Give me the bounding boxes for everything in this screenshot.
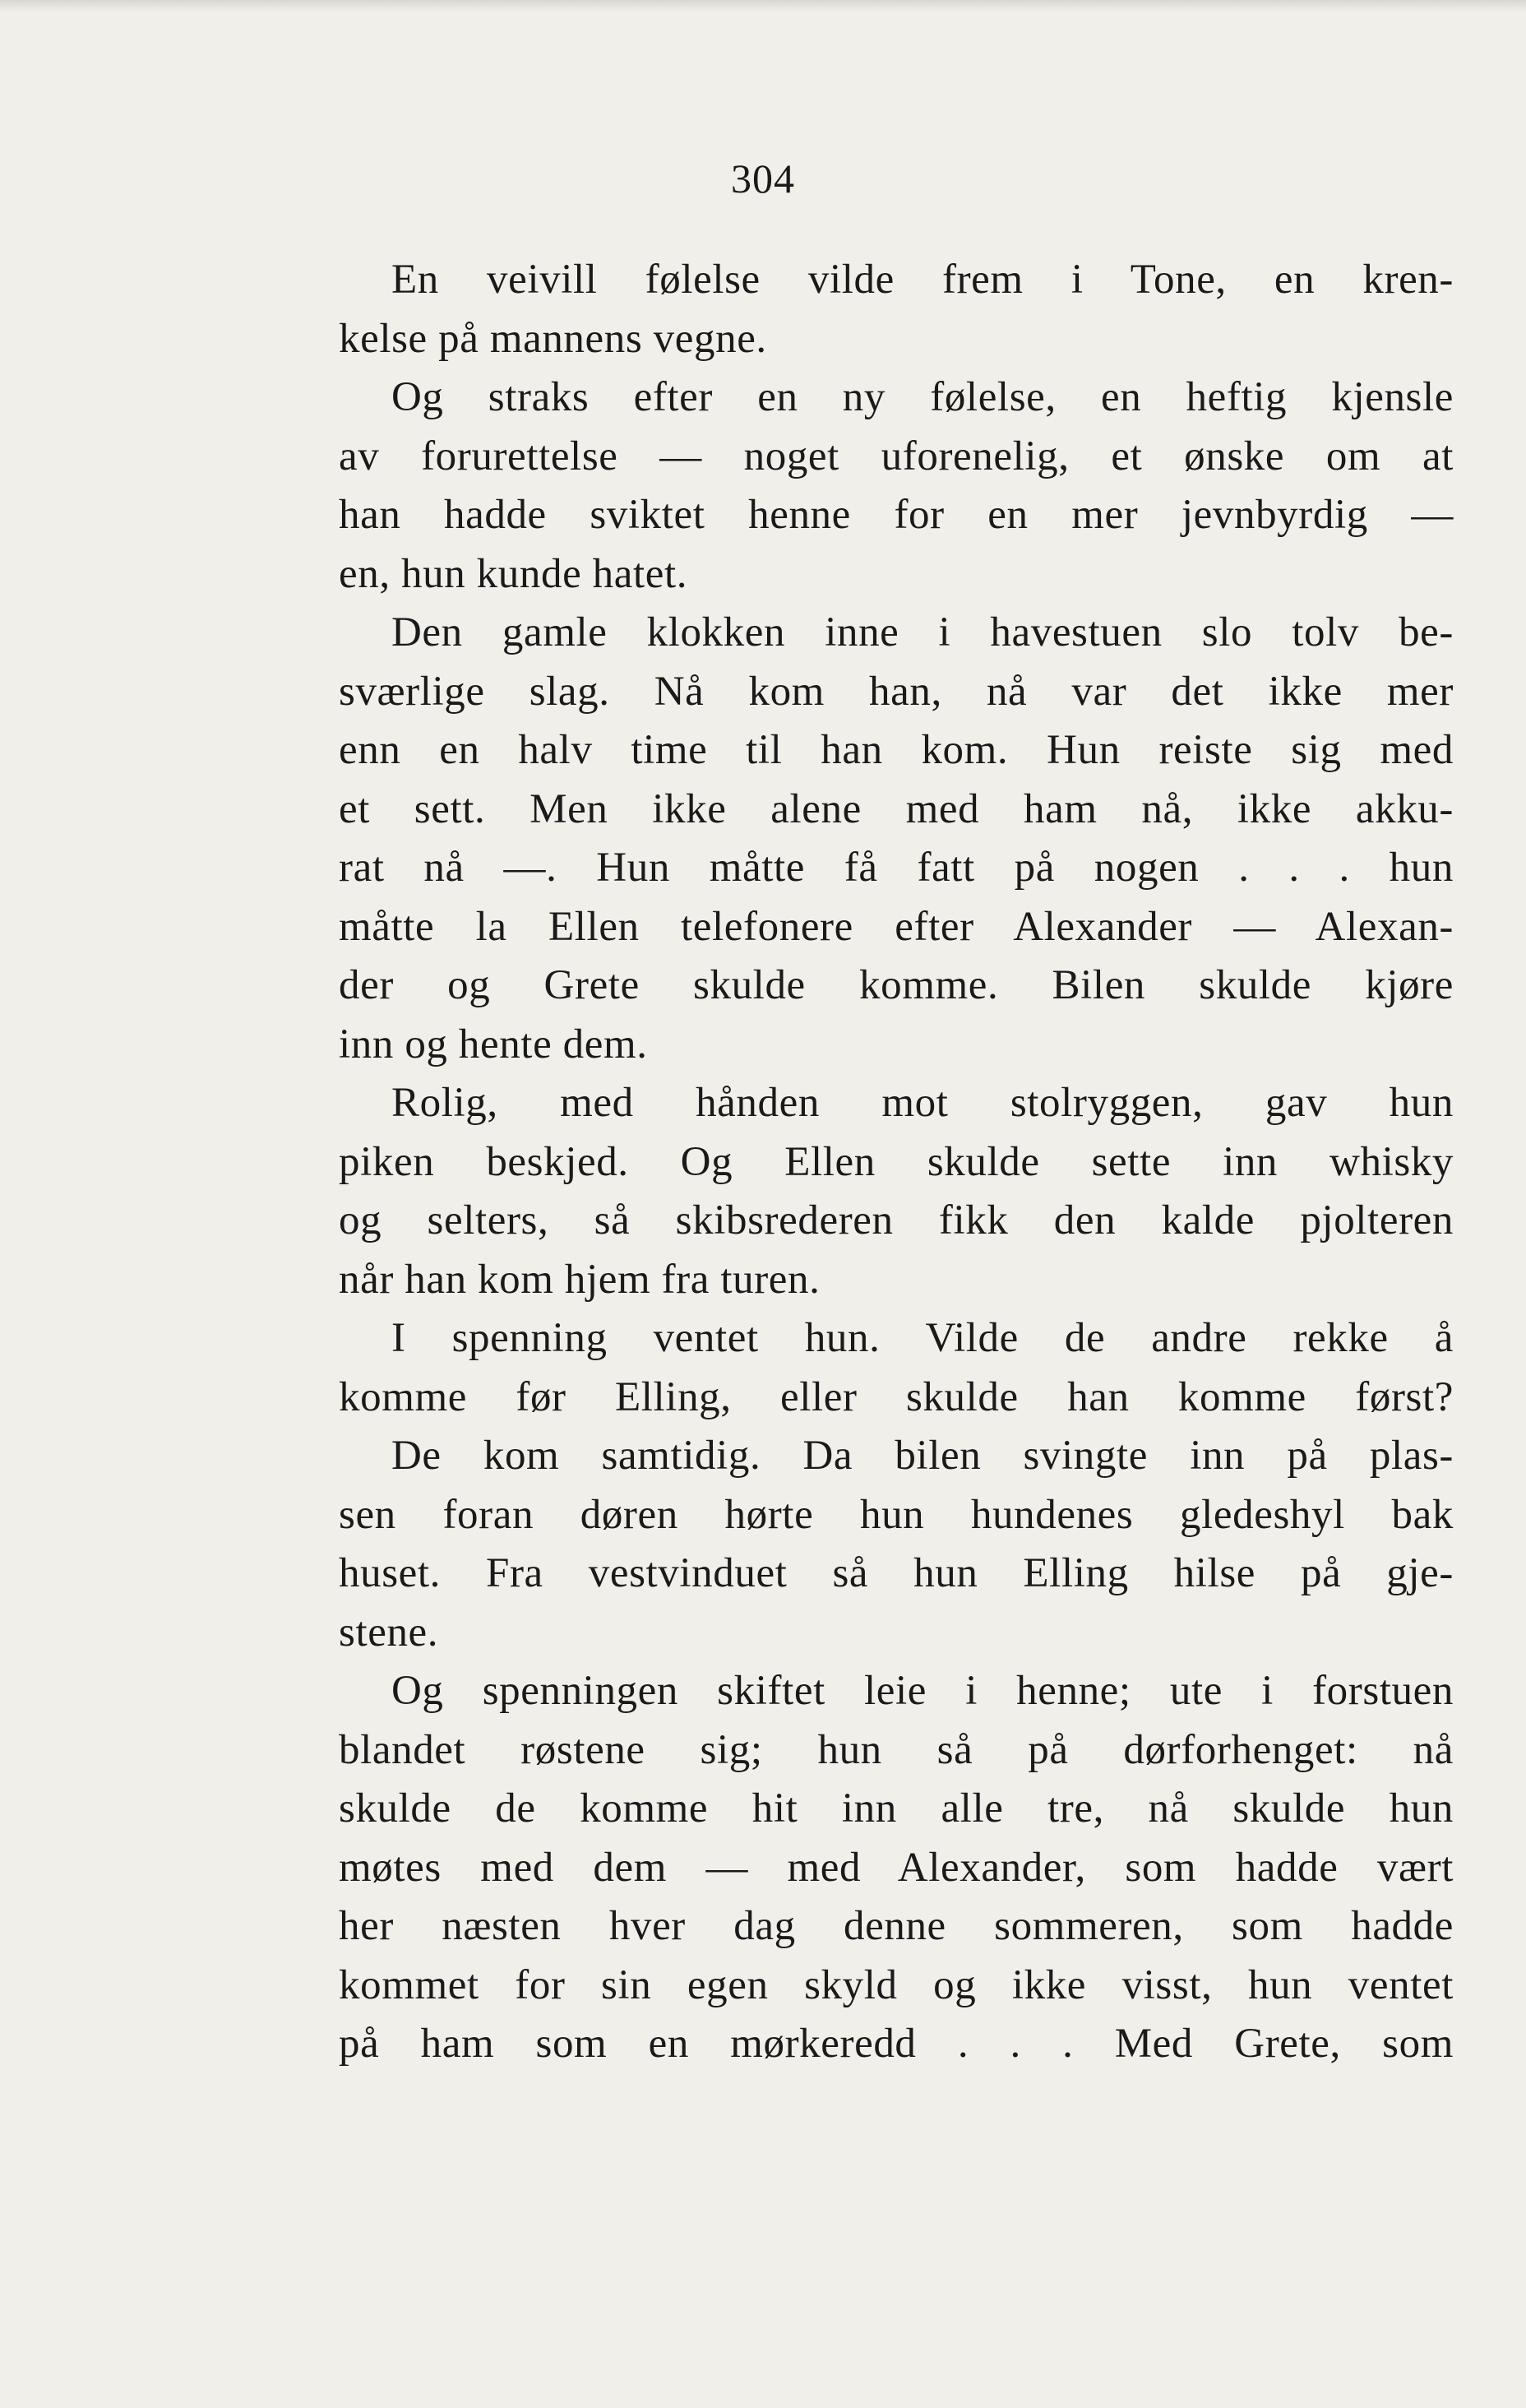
page-number: 304 (731, 155, 795, 201)
text-line: skulde de komme hit inn alle tre, nå skulde hun (339, 1785, 1454, 1831)
text-line: rat nå —. Hun måtte få fatt på nogen . . . hun (339, 845, 1454, 891)
body-text (339, 251, 1454, 2074)
text-line: sværlige slag. Nå kom han, nå var det ikke mer (339, 668, 1454, 715)
text-line: her næsten hver dag denne sommeren, som hadde (339, 1903, 1454, 1949)
text-line: inn og hente dem. (339, 1021, 648, 1067)
text-line: på ham som en mørkeredd . . . Med Grete, som (339, 2021, 1454, 2067)
text-line: Og spenningen skiftet leie i henne; ute i forstuen (391, 1668, 1454, 1714)
text-line: Og straks efter en ny følelse, en heftig kjensle (391, 374, 1454, 420)
text-line: I spenning ventet hun. Vilde de andre rekke å (391, 1315, 1454, 1361)
text-line: stene. (339, 1609, 439, 1656)
text-line: kommet for sin egen skyld og ikke visst, hun ventet (339, 1961, 1454, 2008)
page-edge (0, 0, 1526, 12)
text-line: En veivill følelse vilde frem i Tone, en kren- (391, 257, 1454, 303)
text-line: huset. Fra vestvinduet så hun Elling hilse på gje- (339, 1550, 1454, 1596)
text-line: av forurettelse — noget uforenelig, et ønske om at (339, 433, 1454, 479)
text-line: han hadde sviktet henne for en mer jevnbyrdig — (339, 492, 1454, 538)
text-line: Rolig, med hånden mot stolryggen, gav hun (391, 1080, 1454, 1126)
text-line: sen foran døren hørte hun hundenes gledeshyl bak (339, 1491, 1454, 1538)
text-line: når han kom hjem fra turen. (339, 1256, 821, 1303)
text-line: piken beskjed. Og Ellen skulde sette inn whisky (339, 1138, 1454, 1185)
text-line: enn en halv time til han kom. Hun reiste sig med (339, 727, 1454, 773)
text-line: en, hun kunde hatet. (339, 550, 688, 597)
text-line: et sett. Men ikke alene med ham nå, ikke akku- (339, 785, 1454, 832)
text-line: kelse på mannens vegne. (339, 315, 767, 362)
text-line: De kom samtidig. Da bilen svingte inn på plas- (391, 1433, 1454, 1479)
text-line: og selters, så skibsrederen fikk den kalde pjolteren (339, 1197, 1454, 1243)
text-line: møtes med dem — med Alexander, som hadde vært (339, 1844, 1454, 1891)
text-line: komme før Elling, eller skulde han komme først? (339, 1373, 1454, 1420)
text-line: måtte la Ellen telefonere efter Alexander — Alexan- (339, 903, 1454, 950)
text-line: blandet røstene sig; hun så på dørforhenget: nå (339, 1726, 1454, 1773)
text-line: der og Grete skulde komme. Bilen skulde kjøre (339, 962, 1454, 1008)
text-line: Den gamle klokken inne i havestuen slo tolv be- (391, 609, 1454, 655)
